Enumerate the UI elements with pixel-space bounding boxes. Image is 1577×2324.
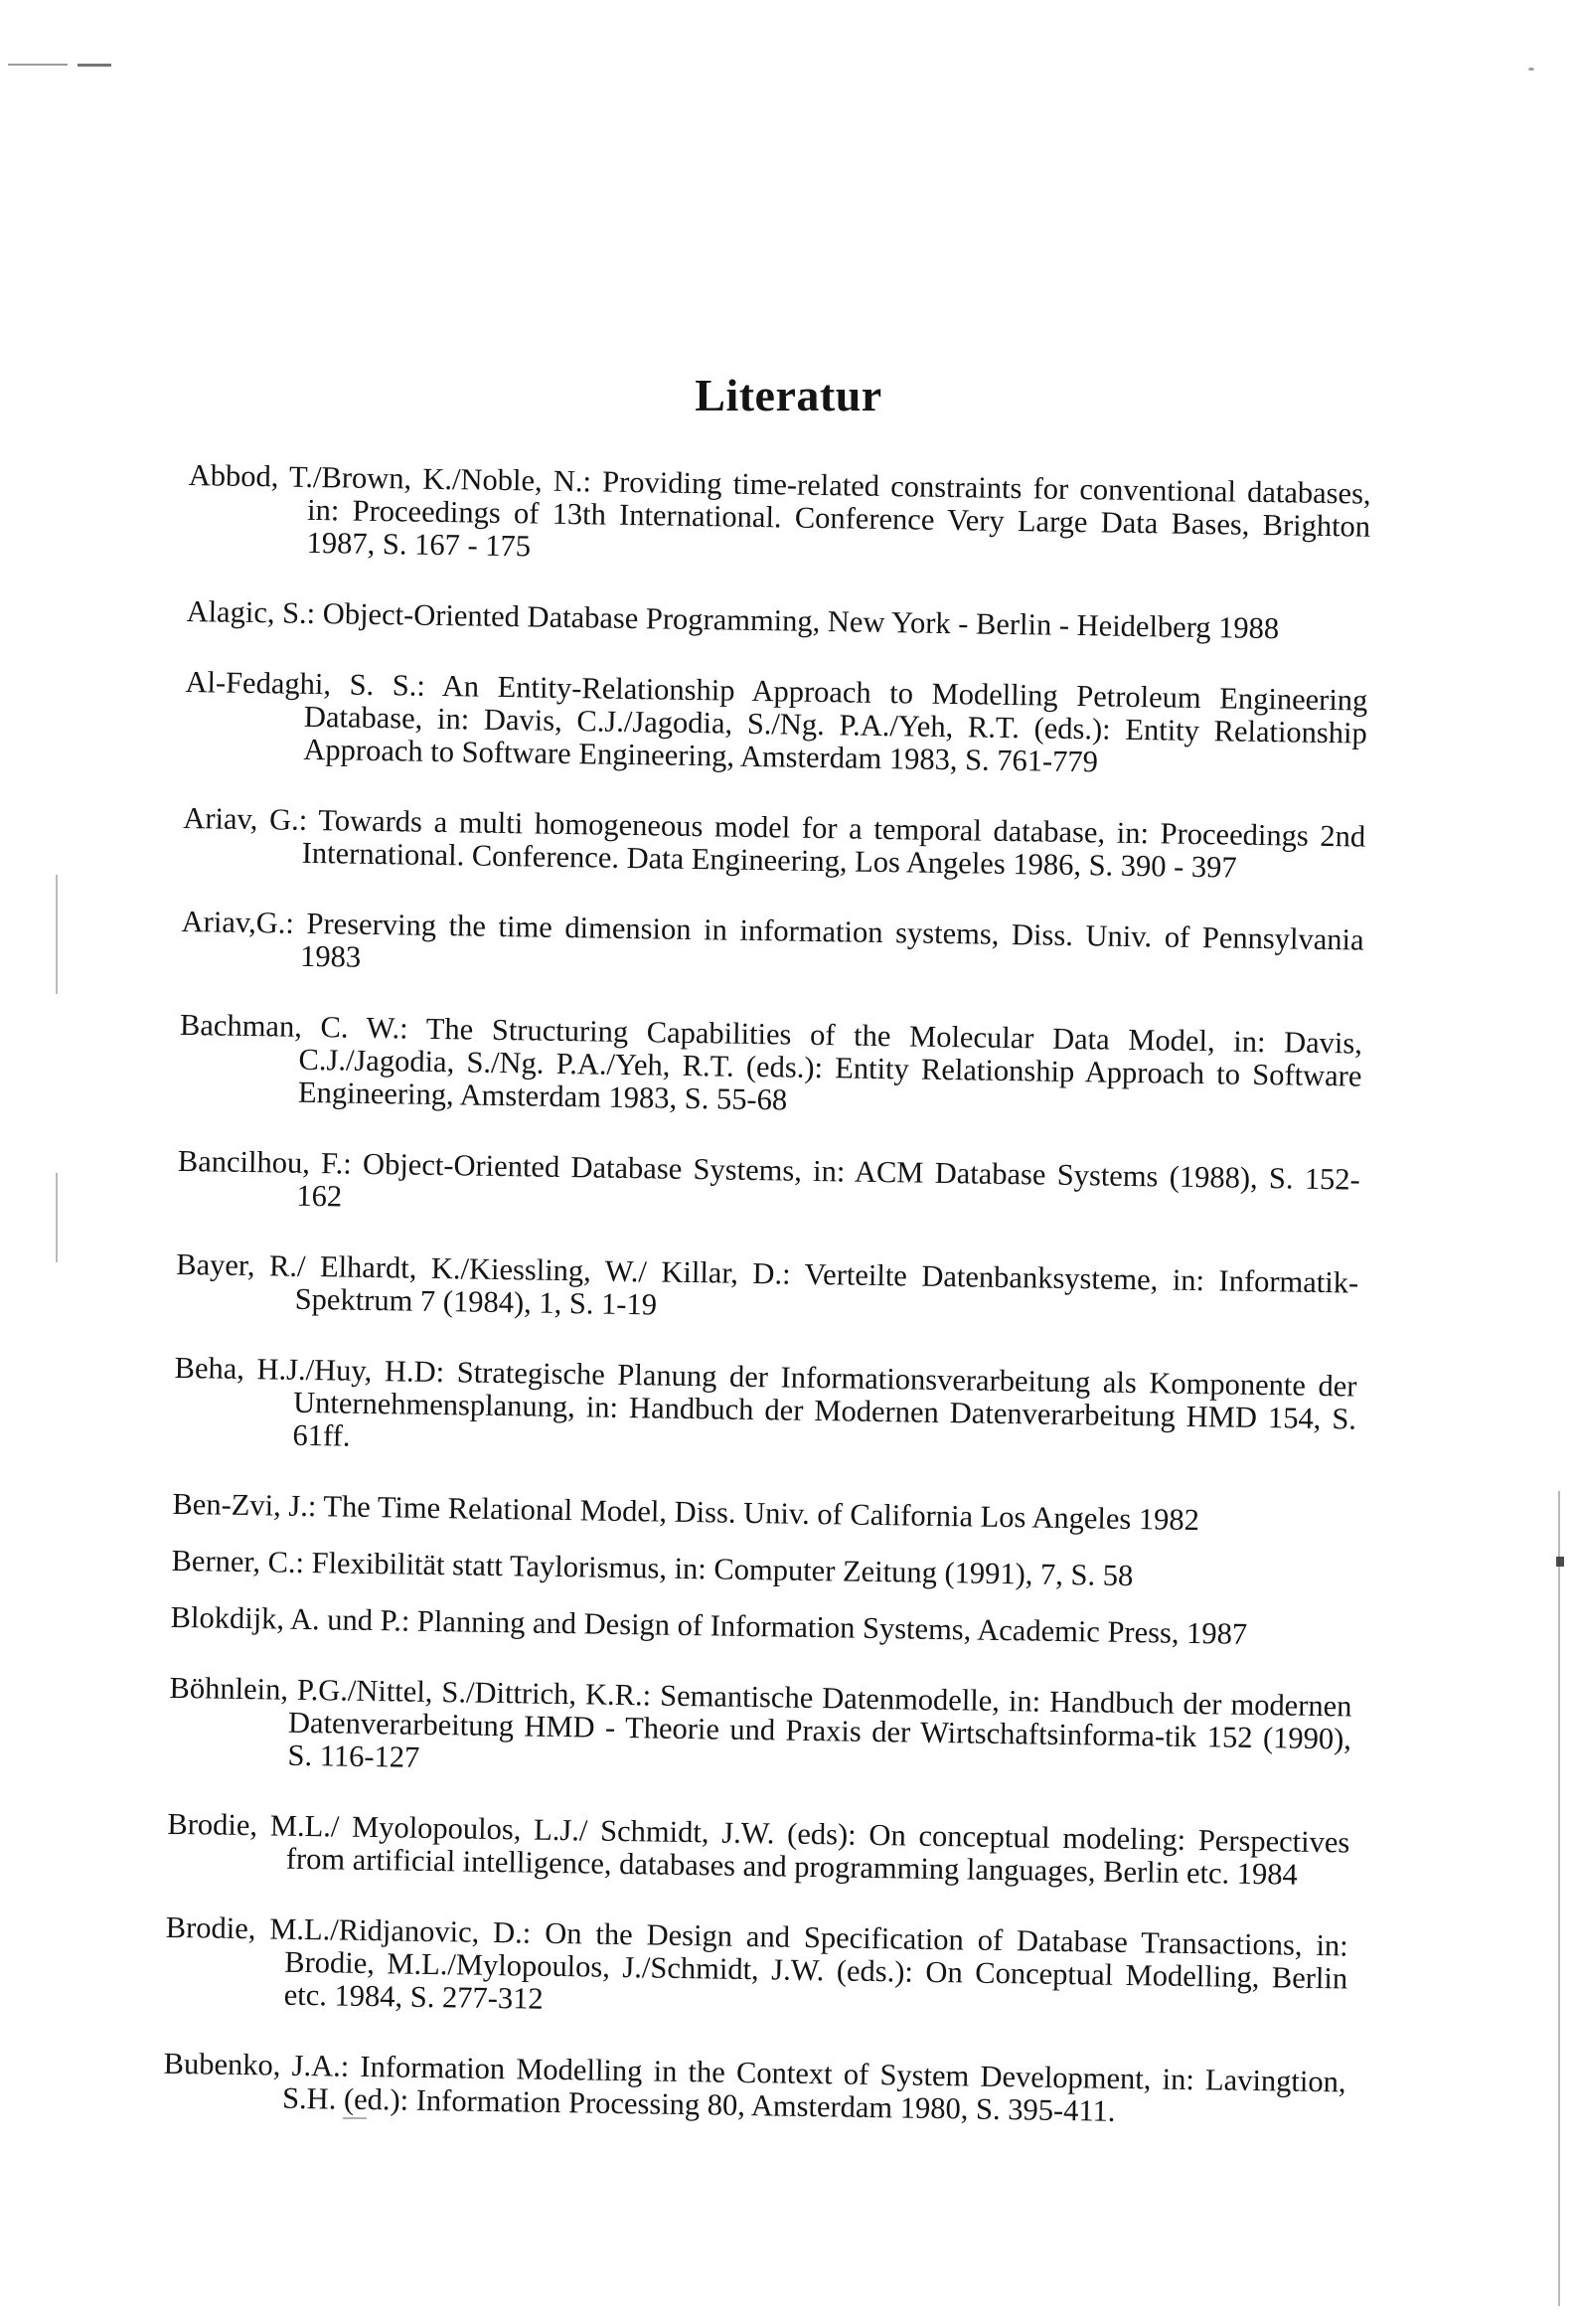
reference-text: Strategische Planung der Informationsverarbeitung als Komponente der Unternehmensplanung, in: Handbuch der Modernen Datenverarbeitung HMD 154, S. 61ff.: [292, 1355, 1357, 1453]
reference-item: [171, 1545, 1353, 1596]
scan-artifact-right-mark: [1556, 1557, 1564, 1567]
reference-text: Planning and Design of Information Systems, Academic Press, 1987: [416, 1603, 1248, 1651]
reference-authors: Bayer, R./ Elhardt, K./Kiessling, W./ Killar, D.:: [176, 1246, 791, 1291]
reference-authors: Blokdijk, A. und P.:: [170, 1599, 410, 1638]
reference-item: [177, 1145, 1360, 1230]
reference-item: [179, 1009, 1362, 1126]
reference-list: [163, 459, 1371, 2131]
reference-item: [173, 1352, 1356, 1469]
reference-text: The Structuring Capabilities of the Molecular Data Model, in: Davis, C.J./Jagodia, S./Ng. P.A./Yeh, R.T. (eds.): Entity Relationship Approach to Software Engineering, Amsterdam 1983, S. 55-68: [297, 1011, 1363, 1117]
reference-authors: Brodie, M.L./Ridjanovic, D.:: [165, 1909, 532, 1950]
reference-authors: Beha, H.J./Huy, H.D:: [174, 1350, 445, 1390]
reference-authors: Böhnlein, P.G./Nittel, S./Dittrich, K.R.:: [169, 1670, 652, 1713]
scan-speck: [1528, 68, 1534, 71]
reference-text: Preserving the time dimension in information systems, Diss. Univ. of Pennsylvania 1983: [299, 906, 1364, 974]
scan-artifact-top-left: [8, 64, 68, 66]
scan-artifact-bottom: [343, 2117, 367, 2119]
reference-text: Providing time-related constraints for conventional databases, in: Proceedings of 13th International. Conference Very Large Data Bases, Brighton 1987, S. 167 - 175: [306, 464, 1371, 564]
reference-authors: Bancilhou, F.:: [177, 1143, 353, 1181]
reference-text: An Entity-Relationship Approach to Modelling Petroleum Engineering Database, in: Davis, C.J./Jagodia, S./Ng. P.A./Yeh, R.T. (eds.): Entity Relationship Approach to Software Engineering, Amsterdam 1983, S. 761-779: [303, 669, 1368, 779]
reference-text: Object-Oriented Database Programming, New York - Berlin - Heidelberg 1988: [322, 596, 1280, 646]
reference-item: [170, 1601, 1352, 1653]
reference-item: [168, 1672, 1351, 1789]
reference-authors: Bubenko, J.A.:: [163, 2046, 350, 2083]
reference-text: Information Modelling in the Context of System Development, in: Lavingtion, S.H. (ed.): Information Processing 80, Amsterdam 1980, S. 395-411.: [281, 2049, 1346, 2128]
reference-item: [187, 459, 1370, 577]
reference-text: Semantische Datenmodelle, in: Handbuch der modernen Datenverarbeitung HMD - Theorie und Praxis der Wirtschaftsinforma-tik 152 (1990), S. 116-127: [287, 1678, 1352, 1774]
reference-text: The Time Relational Model, Diss. Univ. of California Los Angeles 1982: [323, 1489, 1200, 1538]
page-title: Literatur: [695, 369, 882, 420]
scan-artifact-left-margin: [56, 875, 58, 994]
reference-item: [186, 595, 1368, 647]
reference-text: Towards a multi homogeneous model for a temporal database, in: Proceedings 2nd International. Conference. Data Engineering, Los Angeles 1986, S. 390 - 397: [301, 803, 1366, 885]
reference-authors: Berner, C.:: [171, 1543, 305, 1579]
reference-authors: Bachman, C. W.:: [179, 1007, 408, 1046]
reference-item: [164, 1911, 1347, 2029]
reference-authors: Brodie, M.L./ Myolopoulos, L.J./ Schmidt, J.W. (eds):: [167, 1806, 857, 1852]
reference-authors: Ariav,G.:: [181, 904, 295, 940]
scan-artifact-top-left-dash: [78, 64, 111, 67]
reference-item: [184, 666, 1367, 783]
reference-item: [175, 1248, 1358, 1333]
reference-authors: Al-Fedaghi, S. S.:: [185, 664, 426, 703]
reference-text: Flexibilität statt Taylorismus, in: Computer Zeitung (1991), 7, S. 58: [311, 1546, 1134, 1593]
reference-item: [172, 1488, 1354, 1540]
reference-authors: Ariav, G.:: [183, 800, 308, 837]
reference-authors: Alagic, S.:: [186, 593, 316, 631]
scan-artifact-right-edge: [1558, 1491, 1560, 2306]
reference-text: On the Design and Specification of Database Transactions, in: Brodie, M.L./Mylopoulos, J./Schmidt, J.W. (eds.): On Conceptual Modelling, Berlin etc. 1984, S. 277-312: [283, 1915, 1348, 2016]
reference-text: Object-Oriented Database Systems, in: ACM Database Systems (1988), S. 152-162: [296, 1146, 1361, 1214]
reference-authors: Abbod, T./Brown, K./Noble, N.:: [188, 458, 592, 499]
reference-item: [167, 1808, 1350, 1893]
reference-item: [181, 906, 1364, 990]
reference-text: Verteilte Datenbanksysteme, in: Informatik-Spektrum 7 (1984), 1, S. 1-19: [294, 1256, 1359, 1322]
scan-artifact-left-margin-2: [56, 1173, 58, 1262]
reference-authors: Ben-Zvi, J.:: [172, 1486, 317, 1524]
reference-item: [183, 802, 1366, 887]
reference-text: On conceptual modeling: Perspectives from artificial intelligence, databases and programming languages, Berlin etc. 1984: [285, 1817, 1350, 1892]
reference-item: [163, 2048, 1346, 2132]
